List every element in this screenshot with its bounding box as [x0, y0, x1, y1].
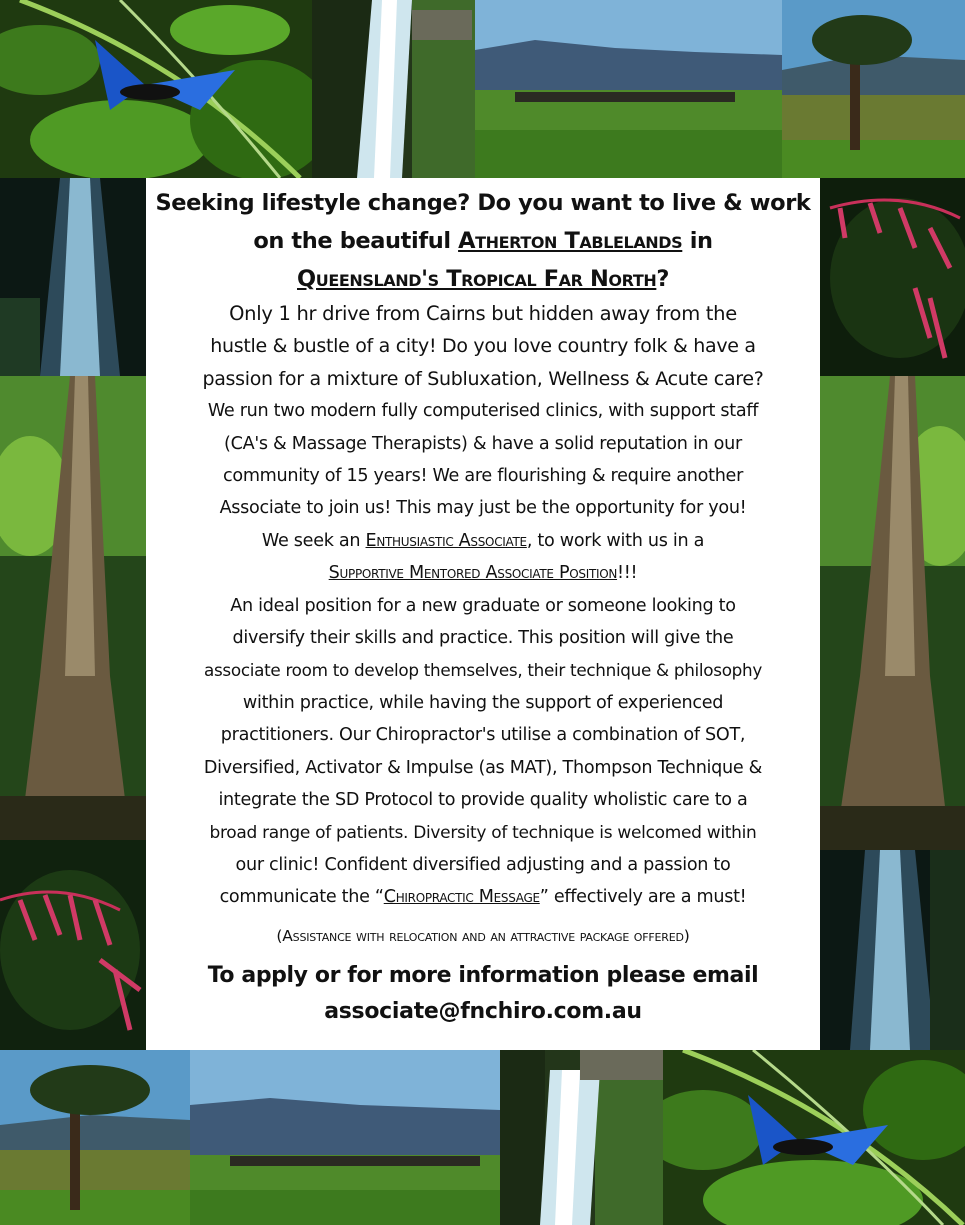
body-line-2: hustle & bustle of a city! Do you love country folk & have a	[210, 335, 756, 358]
body-line-17: broad range of patients. Diversity of technique is welcomed within	[209, 822, 757, 843]
bottom-butterfly-photo	[663, 1050, 965, 1225]
body-line-15: Diversified, Activator & Impulse (as MAT), Thompson Technique &	[203, 757, 763, 778]
right-waterfall-photo	[820, 850, 965, 1050]
headline-line-3	[152, 260, 814, 298]
body-line-1: Only 1 hr drive from Cairns but hidden away from the	[229, 302, 737, 325]
body-text: We seek an	[261, 530, 366, 551]
body-line-18: our clinic! Confident diversified adjusting and a passion to	[235, 854, 731, 875]
headline-line-2	[152, 222, 814, 260]
body-line-12: associate room to develop themselves, their technique & philosophy	[204, 660, 762, 681]
left-flower-photo	[0, 840, 146, 1050]
body-text: , to work with us in a	[526, 530, 705, 551]
body-text: communicate the “	[219, 887, 384, 908]
right-fig-tree-photo	[820, 376, 965, 850]
body-line-7: Associate to join us! This may just be the opportunity for you!	[219, 498, 747, 519]
body-line-3: passion for a mixture of Subluxation, Wellness & Acute care?	[202, 367, 764, 390]
pasture-photo	[475, 0, 782, 178]
mentored-position: Supportive Mentored Associate Position	[328, 563, 618, 584]
body-line-8	[152, 525, 814, 557]
headline-text: in	[682, 228, 713, 254]
chiropractic-message: Chiropractic Message	[383, 887, 540, 908]
left-waterfall-photo	[0, 178, 146, 376]
headline-line-1: Seeking lifestyle change? Do you want to live & work	[155, 190, 811, 216]
relocation-note: (Assistance with relocation and an attractive package offered)	[276, 926, 690, 945]
body-line-11: diversify their skills and practice. This position will give the	[232, 628, 734, 649]
apply-instruction: To apply or for more information please email	[207, 962, 759, 988]
right-flower-photo	[820, 178, 965, 376]
waterfall-photo	[312, 0, 475, 178]
atherton-tablelands: Atherton Tablelands	[458, 228, 683, 254]
headline-text: ?	[656, 266, 669, 292]
body-text: !!!	[617, 563, 638, 584]
job-ad-panel	[146, 178, 820, 1050]
left-fig-tree-photo	[0, 376, 146, 840]
contact-email[interactable]: associate@fnchiro.com.au	[324, 998, 642, 1024]
tree-photo	[782, 0, 965, 178]
headline-text: on the beautiful	[253, 228, 459, 254]
queensland-far-north: Queensland's Tropical Far North	[297, 266, 657, 292]
body-line-9	[152, 557, 814, 589]
body-line-14: practitioners. Our Chiropractor's utilise a combination of SOT,	[220, 725, 746, 746]
body-line-16: integrate the SD Protocol to provide quality wholistic care to a	[218, 790, 748, 811]
bottom-tree-photo	[0, 1050, 190, 1225]
bottom-waterfall-photo	[500, 1050, 663, 1225]
body-text: ” effectively are a must!	[539, 887, 747, 908]
body-line-19	[152, 881, 814, 913]
body-line-5: (CA's & Massage Therapists) & have a solid reputation in our	[224, 433, 742, 454]
bottom-pasture-photo	[190, 1050, 500, 1225]
body-line-4: We run two modern fully computerised clinics, with support staff	[207, 401, 759, 422]
body-line-13: within practice, while having the support of experienced	[242, 692, 724, 713]
butterfly-photo	[0, 0, 312, 178]
body-line-10: An ideal position for a new graduate or someone looking to	[230, 595, 736, 616]
enthusiastic-associate: Enthusiastic Associate	[365, 530, 527, 551]
body-line-6: community of 15 years! We are flourishing & require another	[222, 466, 744, 487]
